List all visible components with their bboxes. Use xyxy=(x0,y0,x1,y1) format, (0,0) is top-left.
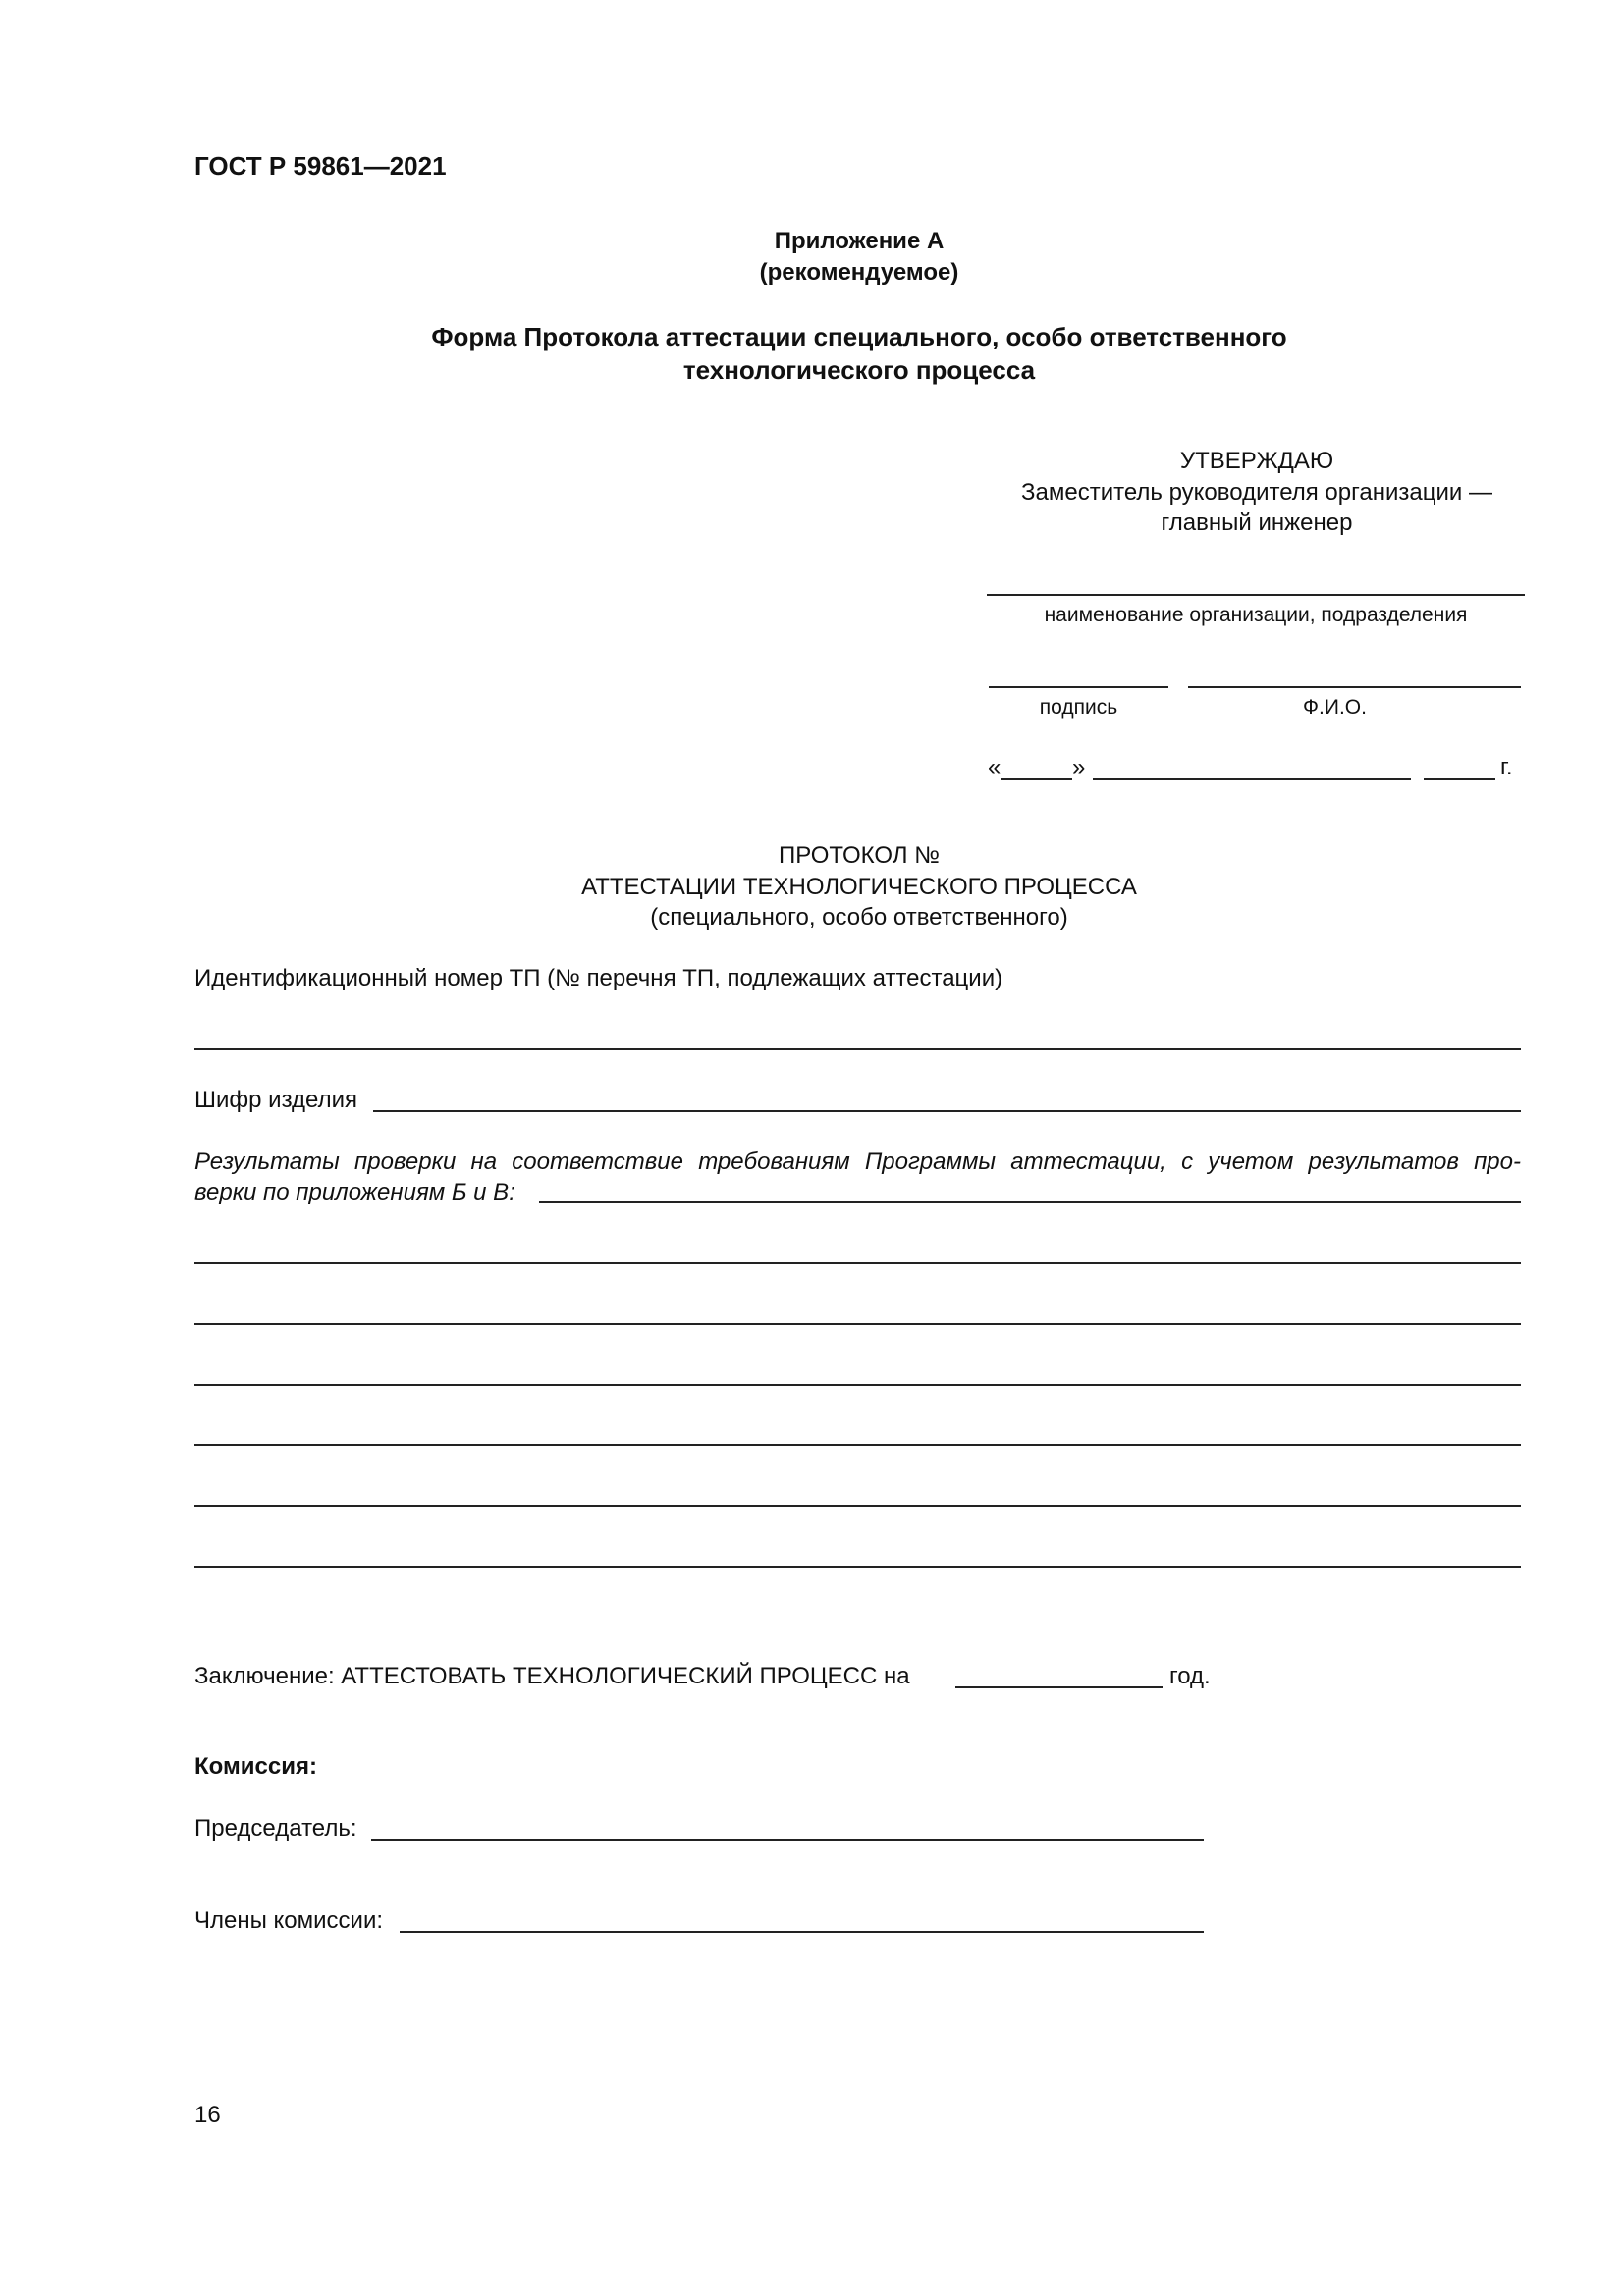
commission-title: Комиссия: xyxy=(194,1753,317,1780)
product-code-line xyxy=(373,1110,1521,1112)
id-number-label: Идентификационный номер ТП (№ перечня ТП, подлежащих аттестации) xyxy=(194,965,1003,991)
organization-line xyxy=(987,594,1525,596)
appendix-title: Приложение А xyxy=(774,228,945,254)
date-quote-close: » xyxy=(1072,754,1086,780)
results-line-2 xyxy=(194,1323,1521,1325)
approval-position-line2: главный инженер xyxy=(1161,509,1353,536)
results-line-4 xyxy=(194,1444,1521,1446)
protocol-title-line2: АТТЕСТАЦИИ ТЕХНОЛОГИЧЕСКОГО ПРОЦЕССА xyxy=(581,874,1137,900)
results-label-line2: верки по приложениям Б и В: xyxy=(194,1179,515,1205)
date-year-suffix: г. xyxy=(1500,754,1513,780)
conclusion-years-line xyxy=(955,1686,1163,1688)
id-number-line xyxy=(194,1048,1521,1050)
date-year-line xyxy=(1424,778,1495,780)
protocol-title-line1: ПРОТОКОЛ № xyxy=(779,842,940,869)
product-code-label: Шифр изделия xyxy=(194,1087,358,1113)
results-line-6 xyxy=(194,1566,1521,1568)
approval-word: УТВЕРЖДАЮ xyxy=(1179,448,1334,474)
date-month-line xyxy=(1093,778,1411,780)
date-day-line xyxy=(1001,778,1072,780)
page-number: 16 xyxy=(194,2102,221,2128)
members-label: Члены комиссии: xyxy=(194,1907,384,1934)
results-label-line1: Результаты проверки на соответствие требованиям Программы аттестации, с учетом результатов про- xyxy=(194,1148,1521,1175)
signature-line xyxy=(989,686,1168,688)
chairman-line xyxy=(371,1839,1204,1841)
name-line xyxy=(1188,686,1521,688)
results-line-1 xyxy=(194,1262,1521,1264)
appendix-status: (рекомендуемое) xyxy=(759,259,959,286)
results-line-3 xyxy=(194,1384,1521,1386)
conclusion-suffix: год. xyxy=(1169,1663,1211,1689)
conclusion-prefix: Заключение: АТТЕСТОВАТЬ ТЕХНОЛОГИЧЕСКИЙ ПРОЦЕСС на xyxy=(194,1663,910,1689)
name-caption: Ф.И.О. xyxy=(1303,696,1367,719)
form-title-line2: технологического процесса xyxy=(682,355,1036,385)
approval-position-line1: Заместитель руководителя организации — xyxy=(1021,479,1492,506)
results-line-5 xyxy=(194,1505,1521,1507)
signature-caption: подпись xyxy=(1039,696,1118,719)
protocol-title-line3: (специального, особо ответственного) xyxy=(650,904,1068,931)
document-header: ГОСТ Р 59861—2021 xyxy=(194,151,447,181)
date-quote-open: « xyxy=(988,754,1001,780)
members-line xyxy=(400,1931,1204,1933)
chairman-label: Председатель: xyxy=(194,1815,357,1842)
form-title-line1: Форма Протокола аттестации специального, особо ответственного xyxy=(431,322,1287,351)
results-line-0 xyxy=(539,1201,1521,1203)
organization-caption: наименование организации, подразделения xyxy=(1044,604,1468,626)
